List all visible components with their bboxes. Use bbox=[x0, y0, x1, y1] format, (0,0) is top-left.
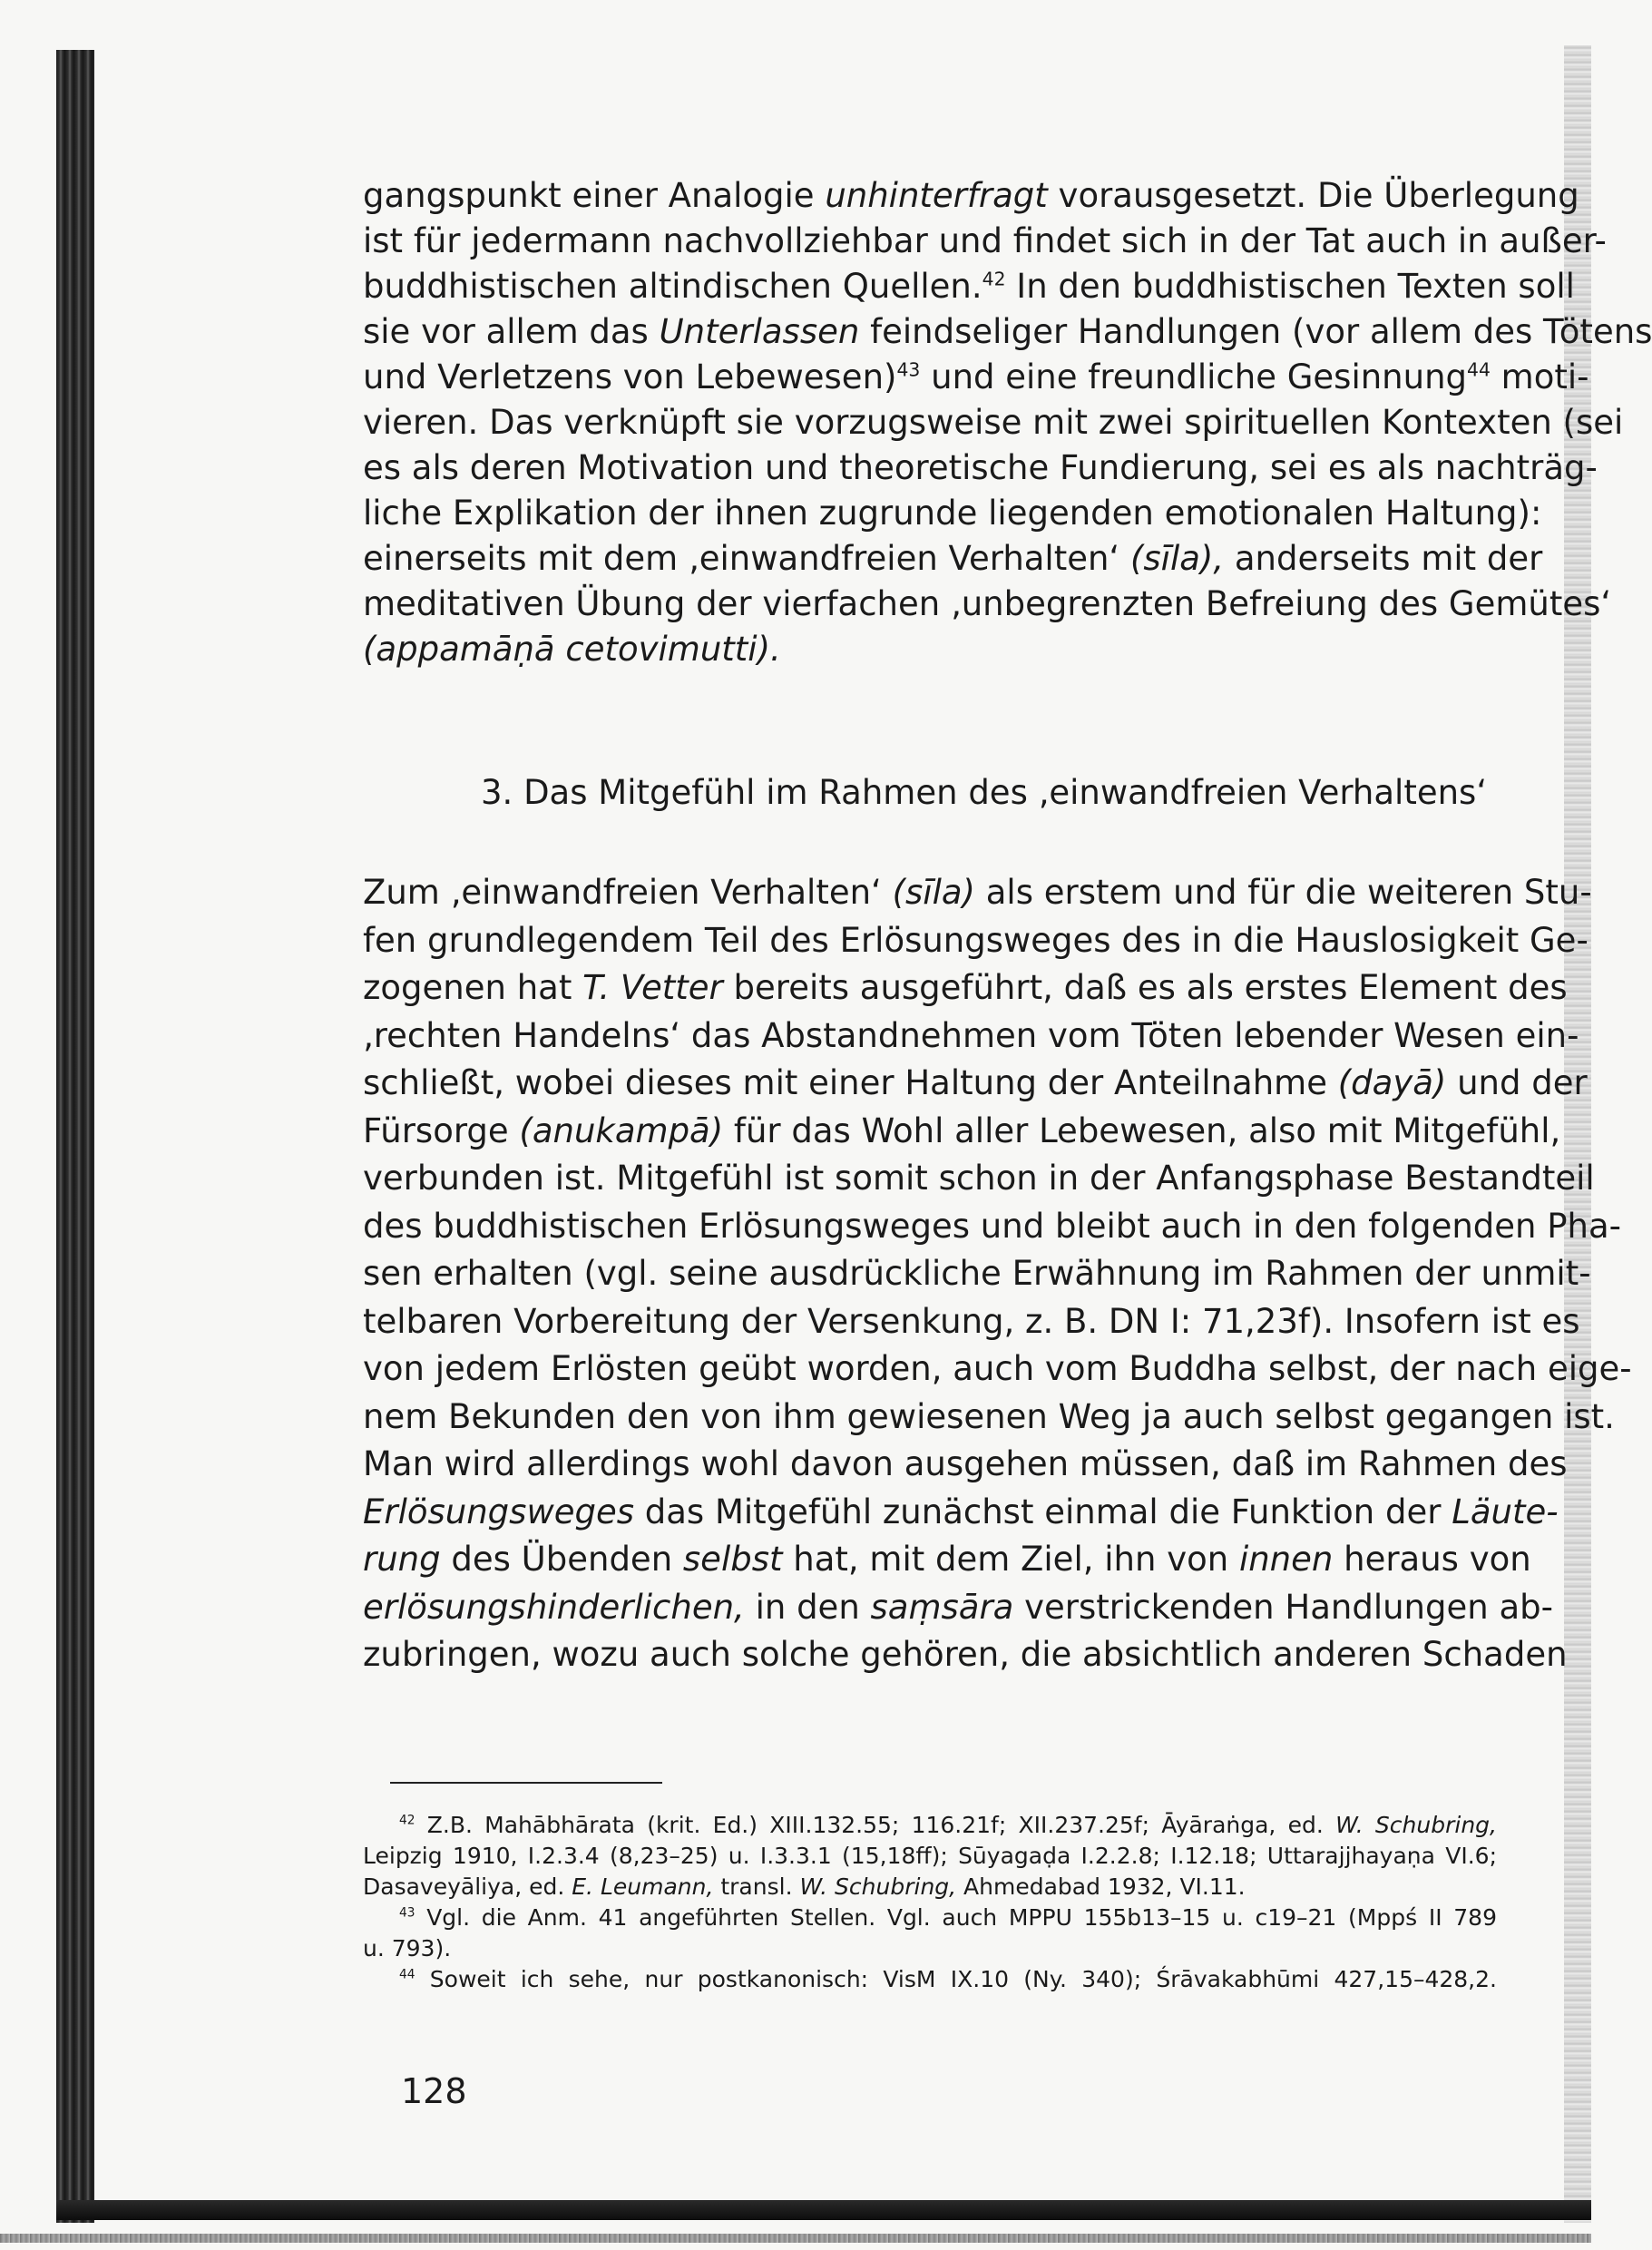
text-run: moti- bbox=[1490, 357, 1589, 396]
body-line bbox=[363, 263, 1575, 310]
footnote-line bbox=[363, 1903, 1497, 1933]
scan-bottom-strip bbox=[0, 2234, 1591, 2243]
body-line bbox=[363, 1155, 1595, 1202]
text-run: zogenen hat bbox=[363, 968, 583, 1007]
body-line bbox=[363, 1298, 1580, 1345]
text-run: als erstem und für die weiteren Stu- bbox=[974, 873, 1592, 912]
text-run: hat, mit dem Ziel, ihn von bbox=[782, 1540, 1239, 1579]
text-run: transl. bbox=[713, 1873, 800, 1900]
footnote-line bbox=[363, 1841, 1497, 1872]
body-line bbox=[363, 869, 1592, 916]
italic-text: (dayā) bbox=[1337, 1063, 1447, 1102]
text-run: in den bbox=[744, 1587, 871, 1627]
text-run: sie vor allem das bbox=[363, 312, 660, 351]
body-line bbox=[363, 917, 1588, 964]
italic-text: innen bbox=[1238, 1540, 1334, 1579]
footnote-marker: 42 bbox=[399, 1813, 415, 1828]
body-line bbox=[363, 1631, 1568, 1678]
body-line bbox=[363, 445, 1598, 492]
footnote-line bbox=[363, 1933, 1497, 1964]
italic-text: (appamāṇā cetovimutti). bbox=[363, 630, 781, 669]
italic-text: unhinterfragt bbox=[825, 176, 1048, 215]
body-line bbox=[363, 172, 1579, 220]
text-run: vorausgesetzt. Die Überlegung bbox=[1047, 176, 1579, 215]
italic-text: erlösungshinderlichen, bbox=[363, 1587, 745, 1627]
text-run: und der bbox=[1446, 1063, 1588, 1102]
text-run: einerseits mit dem ‚einwandfreien Verhalten‘ bbox=[363, 539, 1130, 578]
italic-text: E. Leumann, bbox=[572, 1873, 714, 1900]
italic-text: W. Schubring, bbox=[1335, 1812, 1497, 1838]
italic-text: saṃsāra bbox=[870, 1587, 1014, 1627]
footnote-separator bbox=[390, 1782, 662, 1784]
text-run: Zum ‚einwandfreien Verhalten‘ bbox=[363, 873, 893, 912]
text-run: heraus von bbox=[1333, 1540, 1531, 1579]
body-line bbox=[363, 354, 1589, 401]
body-line bbox=[363, 1060, 1588, 1107]
body-line bbox=[363, 399, 1624, 446]
body-line bbox=[363, 1584, 1553, 1631]
body-line bbox=[363, 1441, 1568, 1488]
text-run: feindseliger Handlungen (vor allem des Tötens bbox=[859, 312, 1652, 351]
text-run: In den buddhistischen Texten soll bbox=[1005, 267, 1575, 306]
body-line bbox=[363, 964, 1568, 1012]
footnote-marker: 43 bbox=[399, 1905, 415, 1921]
body-line bbox=[363, 1536, 1531, 1583]
italic-text: Unterlassen bbox=[659, 312, 860, 351]
footnote-line bbox=[363, 1872, 1497, 1903]
italic-text: T. Vetter bbox=[582, 968, 723, 1007]
body-line bbox=[363, 218, 1607, 265]
scan-bottom-shadow bbox=[56, 2200, 1591, 2220]
text-run: fen grundlegendem Teil des Erlösungsweges des in die Hauslosigkeit Ge- bbox=[363, 920, 1588, 960]
text-run: sen erhalten (vgl. seine ausdrückliche Erwähnung im Rahmen der unmit- bbox=[363, 1254, 1591, 1293]
text-run: meditativen Übung der vierfachen ‚unbegrenzten Befreiung des Gemütes‘ bbox=[363, 584, 1612, 623]
text-run: Z.B. Mahābhārata (krit. Ed.) XIII.132.55; 116.21f; XII.237.25f; Āyāraṅga, ed. bbox=[415, 1812, 1336, 1838]
footnote-marker: 44 bbox=[1467, 358, 1491, 381]
text-run: buddhistischen altindischen Quellen. bbox=[363, 267, 982, 306]
text-run: ‚rechten Handelns‘ das Abstandnehmen vom Töten lebender Wesen ein- bbox=[363, 1015, 1579, 1055]
body-line bbox=[363, 1345, 1632, 1393]
text-run: zubringen, wozu auch solche gehören, die absichtlich anderen Schaden bbox=[363, 1635, 1568, 1674]
text-run: schließt, wobei dieses mit einer Haltung der Anteilnahme bbox=[363, 1063, 1338, 1102]
italic-text: (sīla), bbox=[1129, 539, 1225, 578]
text-run: und eine freundliche Gesinnung bbox=[920, 357, 1468, 396]
text-run: Fürsorge bbox=[363, 1110, 520, 1150]
text-run: ist für jedermann nachvollziehbar und findet sich in der Tat auch in außer- bbox=[363, 221, 1607, 260]
text-run: und Verletzens von Lebewesen) bbox=[363, 357, 897, 396]
text-run: u. 793). bbox=[363, 1935, 452, 1961]
section-heading: 3. Das Mitgefühl im Rahmen des ‚einwandfreien Verhaltens‘ bbox=[481, 773, 1488, 812]
text-run: Ahmedabad 1932, VI.11. bbox=[956, 1873, 1246, 1900]
text-run: liche Explikation der ihnen zugrunde liegenden emotionalen Haltung): bbox=[363, 494, 1542, 533]
text-run: es als deren Motivation und theoretische Fundierung, sei es als nachträg- bbox=[363, 448, 1598, 487]
text-run: gangspunkt einer Analogie bbox=[363, 176, 826, 215]
text-run: Soweit ich sehe, nur postkanonisch: VisM IX.10 (Ny. 340); Śrāvakabhūmi 427,15–428,2. bbox=[415, 1966, 1497, 1992]
text-run: Man wird allerdings wohl davon ausgehen müssen, daß im Rahmen des bbox=[363, 1444, 1568, 1483]
body-line bbox=[363, 1108, 1561, 1155]
text-run: nem Bekunden den von ihm gewiesenen Weg ja auch selbst gegangen ist. bbox=[363, 1396, 1615, 1436]
italic-text: (sīla) bbox=[892, 873, 975, 912]
text-run: des buddhistischen Erlösungsweges und bleibt auch in den folgenden Pha- bbox=[363, 1206, 1622, 1246]
scan-left-spine-shadow bbox=[56, 50, 94, 2223]
text-run: vieren. Das verknüpft sie vorzugsweise mit zwei spirituellen Kontexten (sei bbox=[363, 403, 1624, 442]
text-run: bereits ausgeführt, daß es als erstes Element des bbox=[722, 968, 1568, 1007]
text-run: Leipzig 1910, I.2.3.4 (8,23–25) u. I.3.3.1 (15,18ff); Sūyagaḍa I.2.2.8; I.12.18; Uttarajjhayaṇa VI.6; bbox=[363, 1843, 1497, 1869]
italic-text: (anukampā) bbox=[519, 1110, 724, 1150]
text-run: anderseits mit der bbox=[1224, 539, 1543, 578]
body-line bbox=[363, 535, 1543, 582]
footnote-line bbox=[363, 1964, 1497, 1995]
italic-text: Läute- bbox=[1452, 1492, 1559, 1531]
footnote-marker: 43 bbox=[896, 358, 921, 381]
text-run: das Mitgefühl zunächst einmal die Funktion der bbox=[634, 1492, 1452, 1531]
body-line bbox=[363, 1203, 1622, 1250]
body-line bbox=[363, 1012, 1579, 1060]
text-run: Vgl. die Anm. 41 angeführten Stellen. Vgl. auch MPPU 155b13–15 u. c19–21 (Mppś II 789 bbox=[415, 1904, 1497, 1931]
text-run: verbunden ist. Mitgefühl ist somit schon in der Anfangsphase Bestandteil bbox=[363, 1159, 1595, 1198]
italic-text: W. Schubring, bbox=[799, 1873, 957, 1900]
text-run: von jedem Erlösten geübt worden, auch vom Buddha selbst, der nach eige- bbox=[363, 1349, 1632, 1388]
text-run: Dasaveyāliya, ed. bbox=[363, 1873, 572, 1900]
footnote-marker: 42 bbox=[982, 268, 1006, 290]
body-line bbox=[363, 626, 1497, 673]
text-run: verstrickenden Handlungen ab- bbox=[1013, 1587, 1553, 1627]
body-line bbox=[363, 1489, 1559, 1536]
body-line bbox=[363, 490, 1542, 537]
text-run: für das Wohl aller Lebewesen, also mit Mitgefühl, bbox=[723, 1110, 1561, 1150]
italic-text: rung bbox=[363, 1540, 441, 1579]
body-line bbox=[363, 308, 1652, 356]
italic-text: Erlösungsweges bbox=[363, 1492, 634, 1531]
body-line bbox=[363, 581, 1612, 628]
footnote-marker: 44 bbox=[399, 1967, 415, 1982]
body-line bbox=[363, 1250, 1591, 1297]
text-run: telbaren Vorbereitung der Versenkung, z. B. DN I: 71,23f). Insofern ist es bbox=[363, 1301, 1580, 1341]
body-line bbox=[363, 1394, 1615, 1441]
footnote-line bbox=[363, 1810, 1497, 1841]
text-run: des Übenden bbox=[440, 1540, 683, 1579]
italic-text: selbst bbox=[682, 1540, 783, 1579]
page-number: 128 bbox=[401, 2071, 467, 2111]
